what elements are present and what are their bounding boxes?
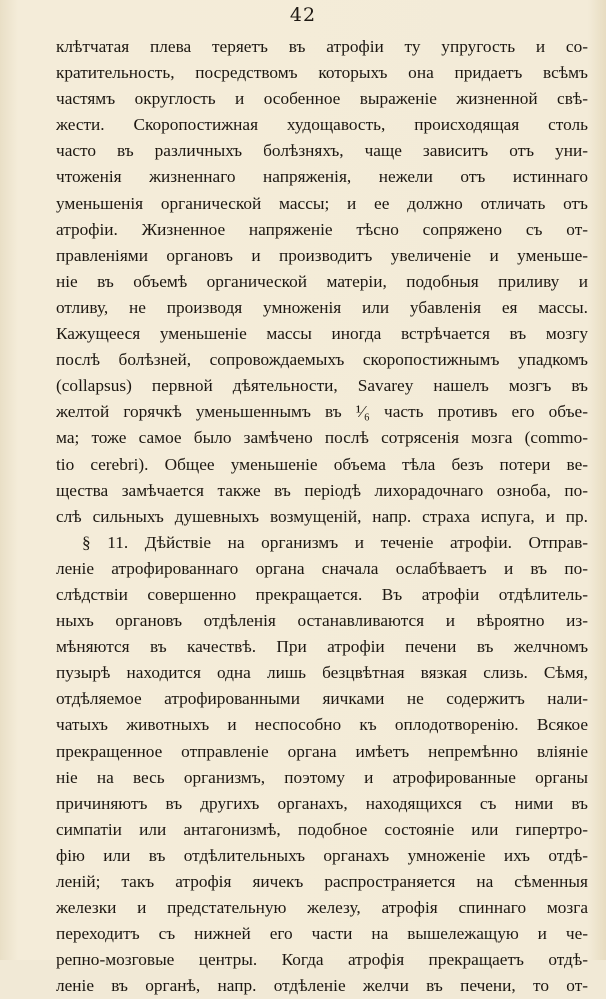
section-heading-line: § 11. Дѣйствіе на организмъ и теченіе атрофіи. Отправ- [82, 532, 588, 552]
text-line: прекращенное отправленіе органа имѣетъ непремѣнно вліянiе [56, 741, 588, 761]
text-line: послѣ болѣзней, сопровождаемыхъ скоропостижнымъ упадкомъ [56, 350, 588, 370]
text-line: пузырѣ находится одна лишь безцвѣтная вязкая слизь. Сѣмя, [56, 663, 588, 683]
text-line: правленіями органовъ и производитъ увеличеніе и уменьше- [56, 245, 588, 265]
text-line: кратительность, посредствомъ которыхъ она придаетъ всѣмъ [56, 63, 588, 83]
text-line: железки и предстательную железу, атрофія спиннаго мозга [56, 898, 588, 918]
text-line: ніе въ объемѣ органической матеріи, подобныя приливу и [56, 271, 588, 291]
text-line: (collapsus) первной дѣятельности, Savareу нашелъ мозгъ въ [56, 376, 588, 396]
text-line: Кажущееся уменьшеніе массы иногда встрѣчается въ мозгу [56, 324, 588, 344]
text-line: слѣ сильныхъ душевныхъ возмущеній, напр. страха испуга, и пр. [56, 506, 588, 526]
text-line: отливу, не производя умноженія или убавленія ея массы. [56, 297, 588, 317]
text-line: фію или въ отдѣлительныхъ органахъ умноженіе ихъ отдѣ- [56, 845, 588, 865]
text-line: репно-мозговые центры. Когда атрофія прекращаетъ отдѣ- [56, 950, 588, 970]
text-line: tio cerebri). Общее уменьшеніе объема тѣла безъ потери ве- [56, 454, 588, 474]
text-line: переходитъ съ нижней его части на вышележащую и че- [56, 924, 588, 944]
text-line: клѣтчатая плева теряетъ въ атрофіи ту упругость и со- [56, 37, 588, 56]
text-line: ма; тоже самое было замѣчено послѣ сотрясенія мозга (commo- [56, 428, 588, 448]
text-line: леніе въ органѣ, напр. отдѣленіе желчи въ печени, то от- [56, 976, 588, 996]
text-line: атрофіи. Жизненное напряженіе тѣсно сопряжено съ от- [56, 219, 588, 239]
text-line: мѣняются въ качествѣ. При атрофіи печени въ желчномъ [56, 637, 588, 657]
text-line: ныхъ органовъ отдѣленія останавливаются и вѣроятно из- [56, 611, 588, 631]
text-line: щества замѣчается также въ періодѣ лихорадочнаго озноба, по- [56, 480, 588, 500]
text-line: частямъ округлость и особенное выраженіе жизненной свѣ- [56, 89, 588, 109]
text-line: отдѣляемое атрофированными яичками не содержитъ нали- [56, 689, 588, 709]
text-line: чатыхъ животныхъ и неспособно къ оплодотворенію. Всякое [56, 715, 588, 735]
body-text [56, 34, 588, 999]
text-line: часто въ различныхъ болѣзняхъ, чаще зависитъ отъ уни- [56, 141, 588, 161]
text-line: чтоженія жизненнаго напряженія, нежели отъ истиннаго [56, 167, 588, 187]
text-line: жести. Скоропостижная худощавость, происходящая столь [56, 115, 588, 135]
text-line: желтой горячкѣ уменьшеннымъ въ ¹⁄₆ часть противъ его объе- [56, 402, 588, 422]
text-line: леній; такъ атрофія яичекъ распространяется на сѣменныя [56, 872, 588, 891]
text-line: слѣдствіи совершенно прекращается. Въ атрофіи отдѣлитель- [56, 584, 588, 604]
text-line: симпатіи или антагонизмѣ, подобное состояніе или гипертро- [56, 819, 588, 839]
page-number: 42 [289, 4, 317, 26]
text-line: леніе атрофированнаго органа сначала ослабѣваетъ и въ по- [56, 558, 588, 578]
text-line: уменьшенія органической массы; и ее должно отличать отъ [56, 193, 588, 213]
text-line: причиняютъ въ другихъ органахъ, находящихся съ ними въ [56, 793, 588, 813]
text-line: ніе на весь организмъ, поэтому и атрофированные органы [56, 767, 588, 787]
